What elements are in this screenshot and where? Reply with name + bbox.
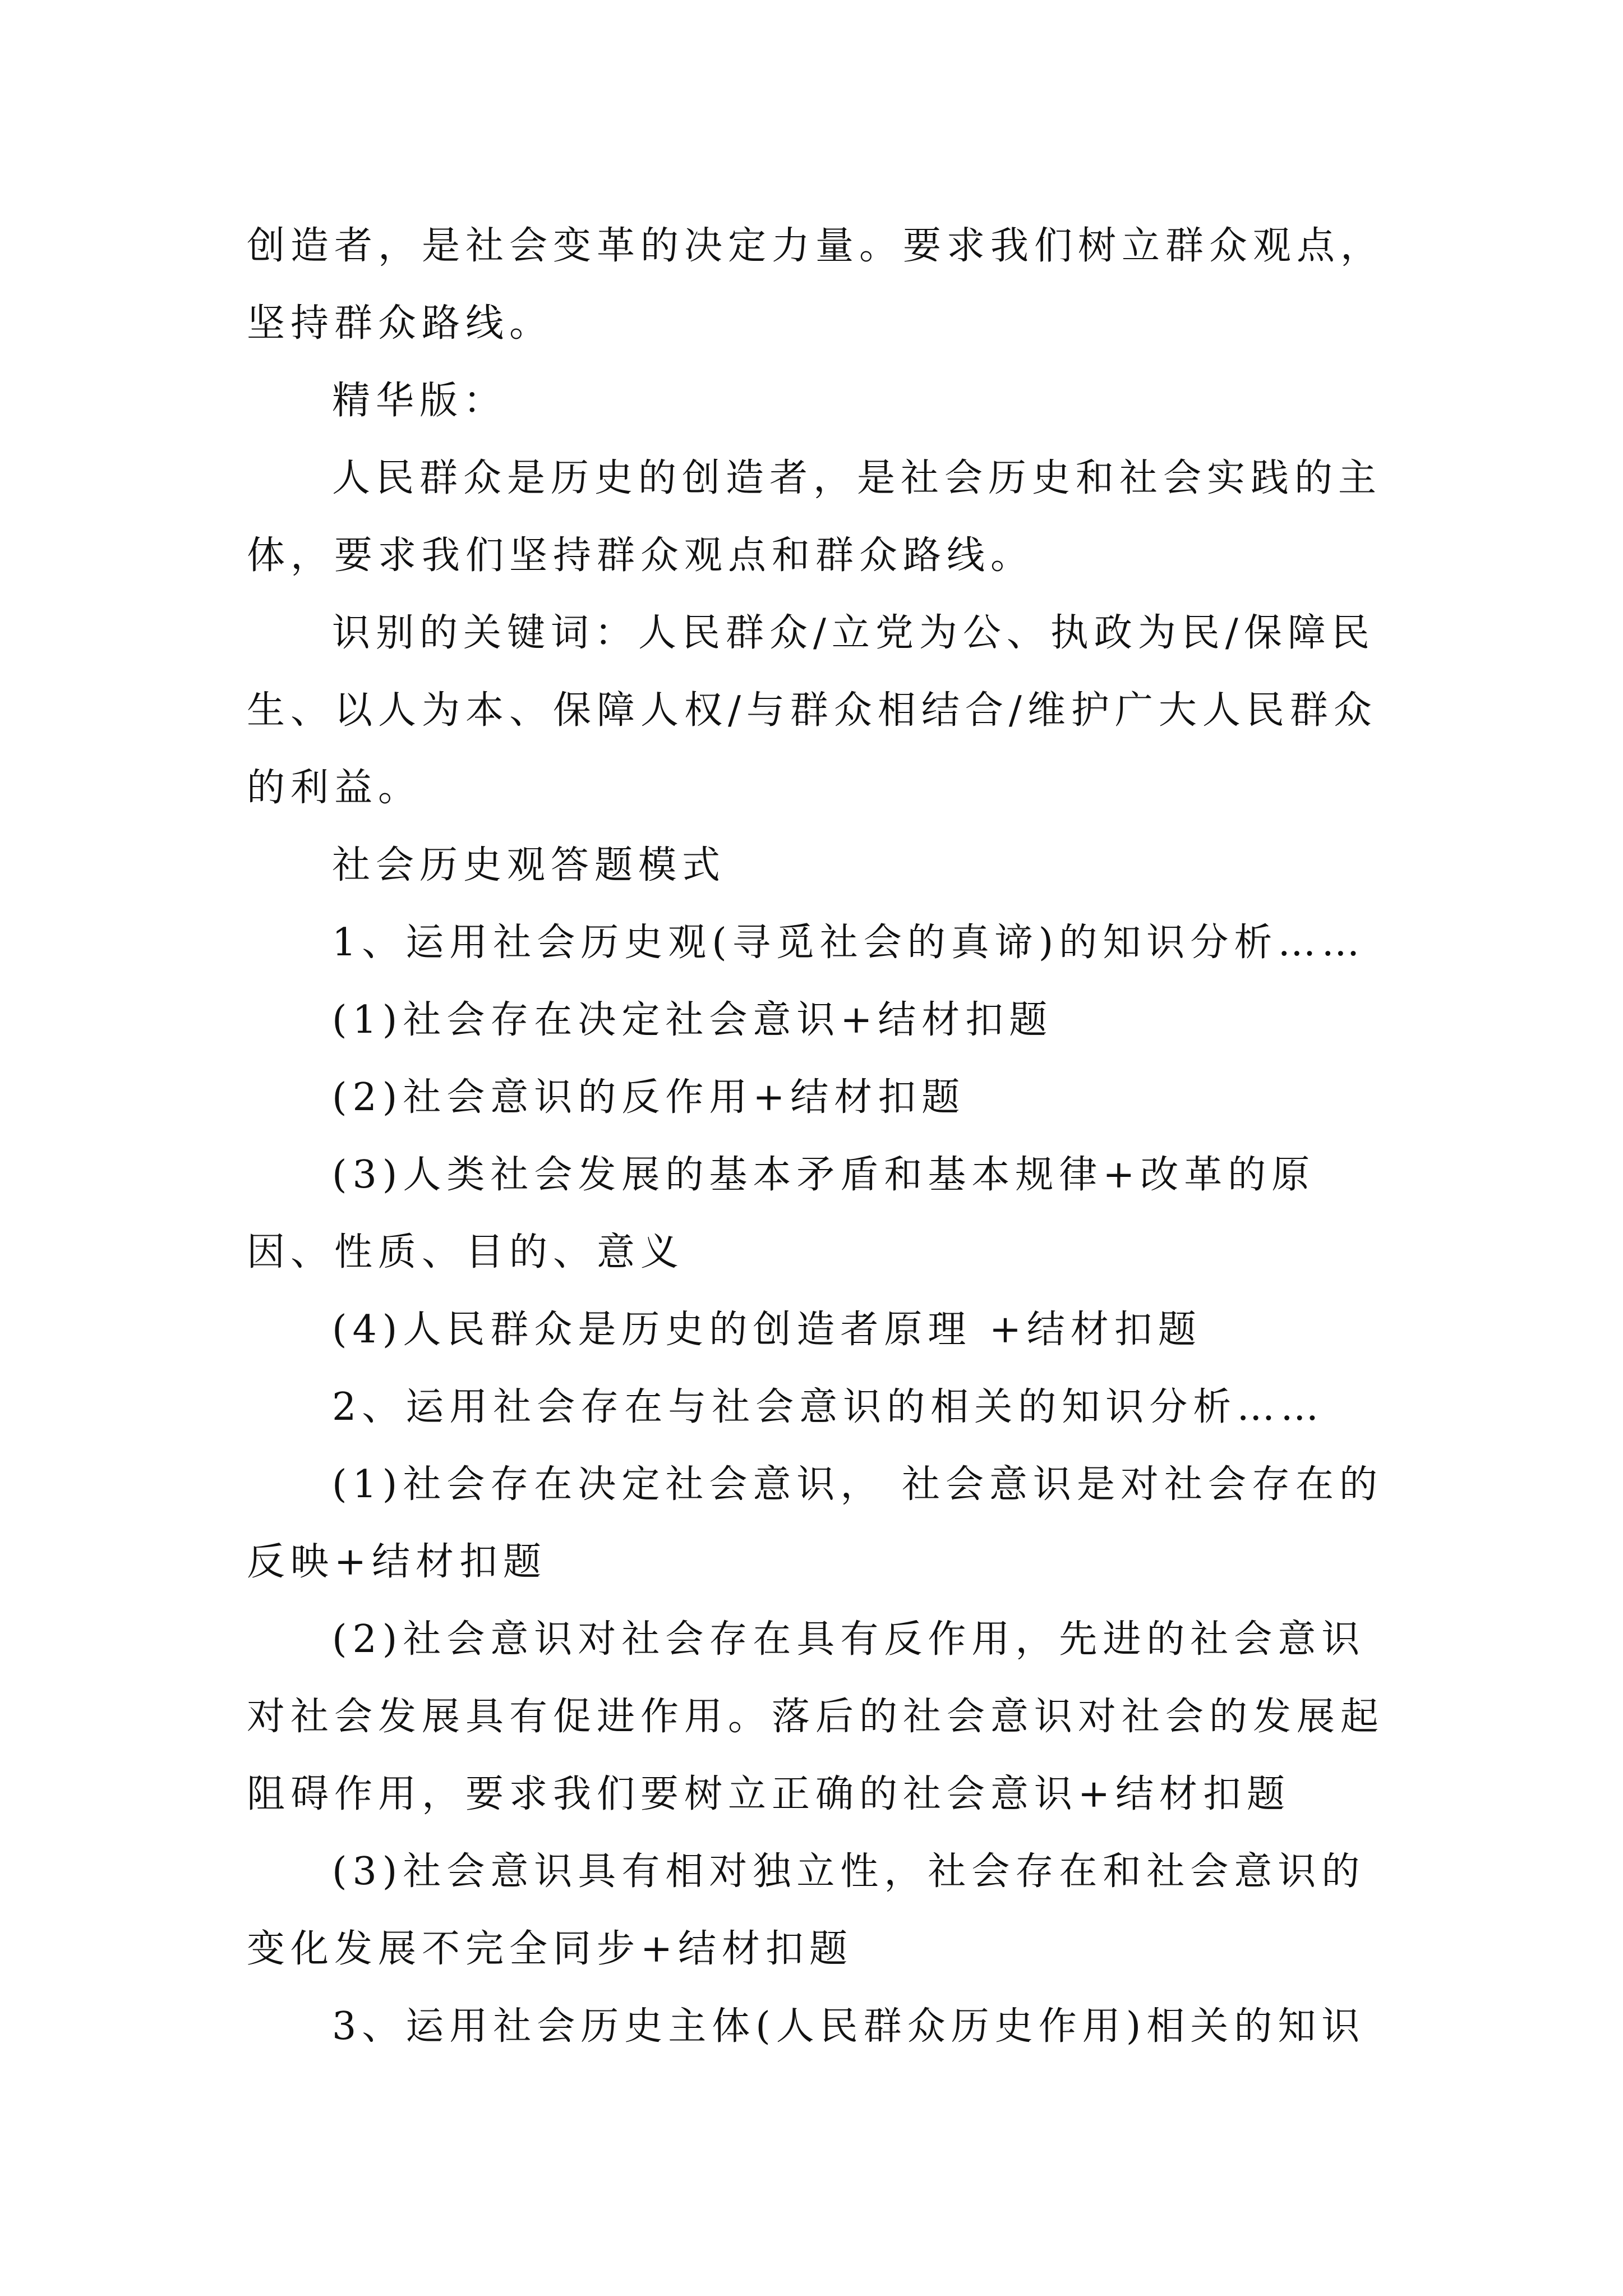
paragraph: 社会历史观答题模式 <box>332 843 726 887</box>
paragraph: (4)人民群众是历史的创造者原理 +结材扣题 <box>332 1308 1202 1352</box>
paragraph: 精华版： <box>332 379 508 423</box>
paragraph: (3)社会意识具有相对独立性，社会存在和社会意识的变化发展不完全同步+结材扣题 <box>247 1849 1366 1971</box>
paragraph: 人民群众是历史的创造者，是社会历史和社会实践的主体，要求我们坚持群众观点和群众路线。 <box>247 456 1382 578</box>
paragraph: 3、运用社会历史主体(人民群众历史作用)相关的知识 <box>332 2004 1366 2049</box>
paragraph: 2、运用社会存在与社会意识的相关的知识分析…… <box>332 1385 1325 1429</box>
paragraph: (3)人类社会发展的基本矛盾和基本规律+改革的原因、性质、目的、意义 <box>247 1153 1316 1274</box>
paragraph: (1)社会存在决定社会意识， 社会意识是对社会存在的反映+结材扣题 <box>247 1462 1383 1584</box>
paragraph: (1)社会存在决定社会意识+结材扣题 <box>332 998 1053 1042</box>
paragraph: 创造者，是社会变革的决定力量。要求我们树立群众观点，坚持群众路线。 <box>247 224 1385 346</box>
paragraph: 1、运用社会历史观(寻觅社会的真谛)的知识分析…… <box>332 921 1366 965</box>
body-text <box>247 208 1391 2065</box>
paragraph: 识别的关键词：人民群众/立党为公、执政为民/保障民生、以人为本、保障人权/与群众相结合/维护广大人民群众的利益。 <box>247 611 1377 810</box>
paragraph: (2)社会意识的反作用+结材扣题 <box>332 1075 966 1120</box>
paragraph: (2)社会意识对社会存在具有反作用，先进的社会意识对社会发展具有促进作用。落后的社会意识对社会的发展起阻碍作用，要求我们要树立正确的社会意识+结材扣题 <box>247 1617 1385 1816</box>
